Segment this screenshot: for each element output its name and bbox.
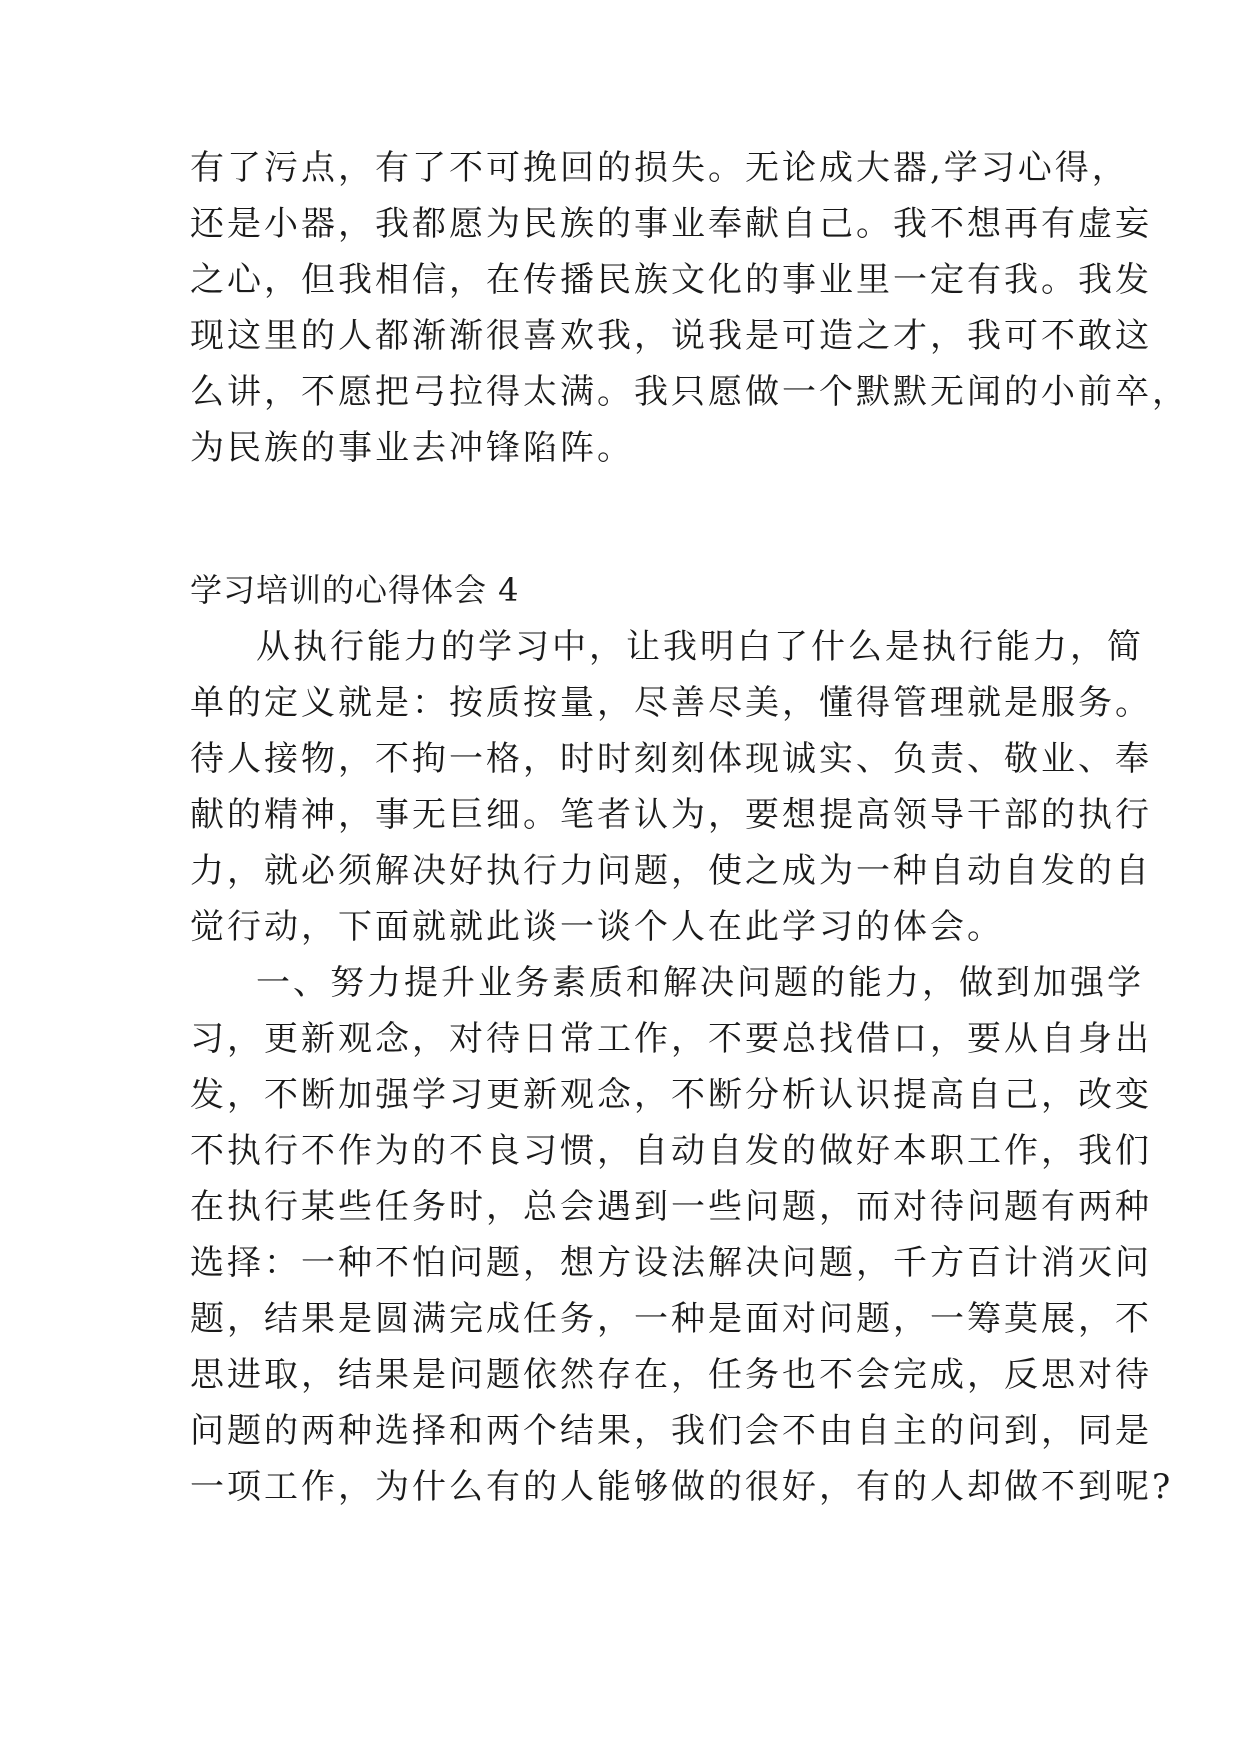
paragraph-3-line-4: 不执行不作为的不良习惯，自动自发的做好本职工作，我们 bbox=[190, 1131, 1152, 1171]
paragraph-1-line-5: 么讲，不愿把弓拉得太满。我只愿做一个默默无闻的小前卒， bbox=[190, 372, 1189, 412]
paragraph-3-line-9: 问题的两种选择和两个结果，我们会不由自主的问到，同是 bbox=[190, 1411, 1152, 1451]
paragraph-2-line-2: 单的定义就是：按质按量，尽善尽美，懂得管理就是服务。 bbox=[190, 683, 1152, 723]
paragraph-1-line-1: 有了污点，有了不可挽回的损失。无论成大器,学习心得， bbox=[190, 148, 1129, 188]
paragraph-2-line-6: 觉行动，下面就就此谈一谈个人在此学习的体会。 bbox=[190, 907, 1004, 947]
paragraph-1-line-3: 之心，但我相信，在传播民族文化的事业里一定有我。我发 bbox=[190, 260, 1152, 300]
paragraph-1-line-2: 还是小器，我都愿为民族的事业奉献自己。我不想再有虚妄 bbox=[190, 204, 1152, 244]
paragraph-3-line-3: 发，不断加强学习更新观念，不断分析认识提高自己，改变 bbox=[190, 1075, 1152, 1115]
paragraph-2-line-3: 待人接物，不拘一格，时时刻刻体现诚实、负责、敬业、奉 bbox=[190, 739, 1152, 779]
paragraph-3-line-8: 思进取，结果是问题依然存在，任务也不会完成，反思对待 bbox=[190, 1355, 1152, 1395]
paragraph-3-line-6: 选择：一种不怕问题，想方设法解决问题，千方百计消灭问 bbox=[190, 1243, 1152, 1283]
paragraph-3-line-1: 一、努力提升业务素质和解决问题的能力，做到加强学 bbox=[256, 963, 1144, 1003]
paragraph-3-line-2: 习，更新观念，对待日常工作，不要总找借口，要从自身出 bbox=[190, 1019, 1152, 1059]
paragraph-1-line-6: 为民族的事业去冲锋陷阵。 bbox=[190, 428, 634, 468]
paragraph-2-line-5: 力，就必须解决好执行力问题，使之成为一种自动自发的自 bbox=[190, 851, 1152, 891]
paragraph-2-line-1: 从执行能力的学习中，让我明白了什么是执行能力，简 bbox=[256, 627, 1144, 667]
section-title: 学习培训的心得体会 4 bbox=[190, 571, 520, 609]
paragraph-3-line-10: 一项工作，为什么有的人能够做的很好，有的人却做不到呢? bbox=[190, 1467, 1174, 1507]
paragraph-2-line-4: 献的精神，事无巨细。笔者认为，要想提高领导干部的执行 bbox=[190, 795, 1152, 835]
paragraph-3-line-7: 题，结果是圆满完成任务，一种是面对问题，一筹莫展，不 bbox=[190, 1299, 1152, 1339]
paragraph-1-line-4: 现这里的人都渐渐很喜欢我，说我是可造之才，我可不敢这 bbox=[190, 316, 1152, 356]
paragraph-3-line-5: 在执行某些任务时，总会遇到一些问题，而对待问题有两种 bbox=[190, 1187, 1152, 1227]
